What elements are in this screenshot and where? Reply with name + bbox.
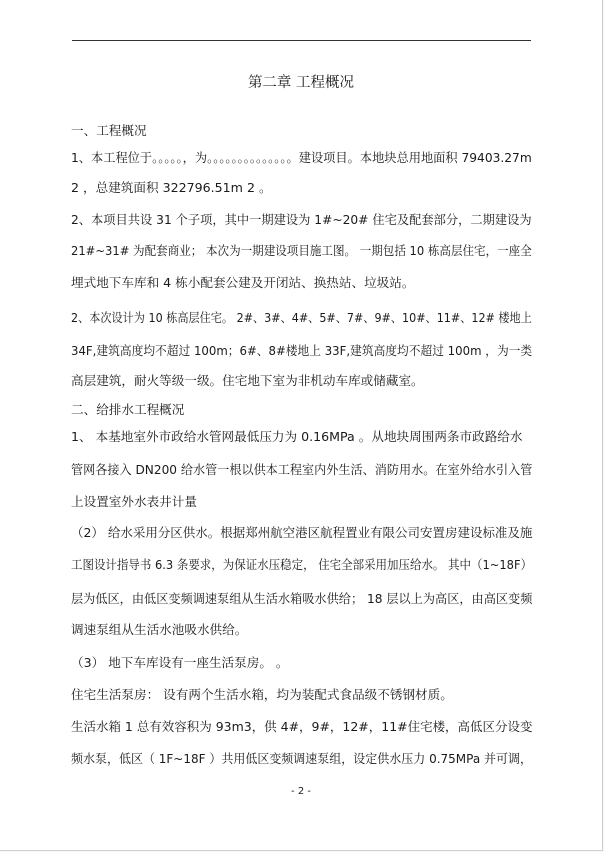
paragraph-line: （2） 给水采用分区供水。根据郑州航空港区航程置业有限公司安置房建设标准及施 <box>71 525 533 540</box>
paragraph-line: 1、本工程位于。。。。。，为。。。。。。。。。。。。。。建设项目。本地块总用地面积 79403.27m <box>71 150 532 165</box>
section-heading-overview: 一、工程概况 <box>71 123 147 138</box>
section-heading-water: 二、给排水工程概况 <box>71 402 185 417</box>
paragraph-line: 管网各接入 DN200 给水管一根以供本工程室内外生活、消防用水。在室外给水引入管 <box>71 462 533 477</box>
paragraph-line: （3） 地下车库设有一座生活泵房。 。 <box>71 655 289 670</box>
paragraph-line: 2 ，总建筑面积 322796.51m 2 。 <box>71 180 272 195</box>
paragraph-line: 层为低区，由低区变频调速泵组从生活水箱吸水供给； 18 层以上为高区，由高区变频 <box>71 591 533 606</box>
paragraph-line: 34F,建筑高度均不超过 100m；6#、8#楼地上 33F,建筑高度均不超过 100m ，为一类 <box>71 343 533 358</box>
paragraph-line: 2、本项目共设 31 个子项，其中一期建设为 1#~20# 住宅及配套部分，二期建设为 <box>71 212 532 227</box>
chapter-title: 第二章 工程概况 <box>247 75 355 91</box>
paragraph-line: 上设置室外水表井计量 <box>71 494 197 509</box>
page-number: - 2 - <box>291 786 311 797</box>
paragraph-line: 工图设计指导书 6.3 条要求，为保证水压稳定， 住宅全部采用加压给水。 其中（1~18F） <box>71 557 533 572</box>
paragraph-line: 频水泵，低区（ 1F~18F ）共用低区变频调速泵组，设定供水压力 0.75MPa 并可调， <box>71 751 532 766</box>
paragraph-line: 住宅生活泵房： 设有两个生活水箱，均为装配式食品级不锈钢材质。 <box>71 687 453 702</box>
paragraph-line: 2、本次设计为 10 栋高层住宅。 2#、3#、4#、5#、7#、9#、10#、11#、12# 楼地上 <box>71 310 532 325</box>
paragraph-line: 生活水箱 1 总有效容积为 93m3，供 4#，9#，12#，11#住宅楼，高低区分设变 <box>71 719 533 734</box>
paragraph-line: 调速泵组从生活水池吸水供给。 <box>71 622 248 637</box>
paragraph-line: 21#~31# 为配套商业； 本次为一期建设项目施工图。 一期包括 10 栋高层住宅，一座全 <box>71 243 532 258</box>
paragraph-line: 1、 本基地室外市政给水管网最低压力为 0.16MPa 。从地块周围两条市政路给水 <box>71 429 523 444</box>
header-rule <box>72 40 531 41</box>
paragraph-line: 高层建筑，耐火等级一级。住宅地下室为非机动车库或储藏室。 <box>71 373 424 388</box>
paragraph-line: 埋式地下车库和 4 栋小配套公建及开闭站、换热站、垃圾站。 <box>71 275 415 290</box>
